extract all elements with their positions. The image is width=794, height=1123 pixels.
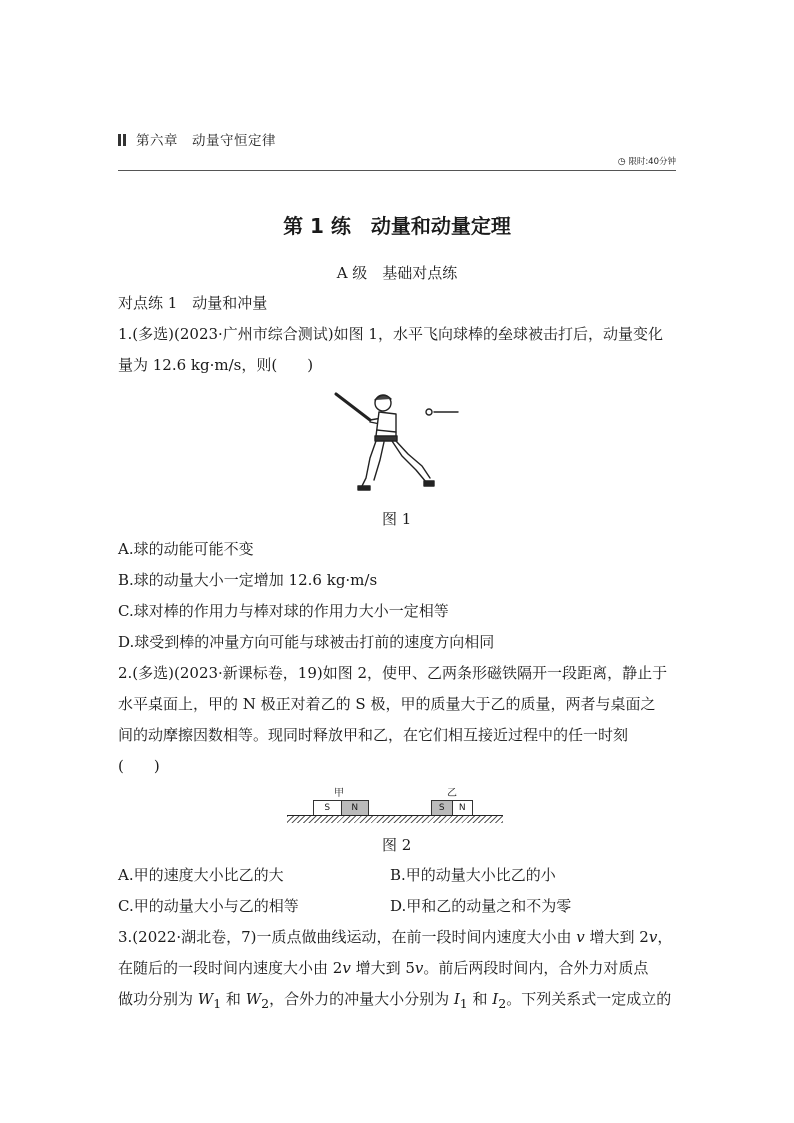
- q1-option-a: A.球的动能可能不变: [118, 540, 254, 558]
- label-yi: 乙: [447, 788, 457, 799]
- label-jia: 甲: [334, 788, 344, 799]
- q1-line-1: 1.(多选)(2023·广州市综合测试)如图 1，水平飞向球棒的垒球被击打后，动量变化: [118, 325, 663, 343]
- q2-line-1: 2.(多选)(2023·新课标卷，19)如图 2，使甲、乙两条形磁铁隔开一段距离，静止于: [118, 664, 668, 682]
- chapter-title: 第六章 动量守恒定律: [136, 133, 276, 149]
- q2-option-c: C.甲的动量大小与乙的相等: [118, 897, 299, 915]
- time-limit-text: 限时:40分钟: [628, 157, 676, 167]
- page-header: [118, 128, 676, 171]
- q3-line-2: 在随后的一段时间内速度大小由 2v 增大到 5v。前后两段时间内，合外力对质点: [118, 959, 649, 977]
- q2-option-d: D.甲和乙的动量之和不为零: [390, 897, 572, 915]
- q1-option-d: D.球受到棒的冲量方向可能与球被击打前的速度方向相同: [118, 633, 495, 651]
- figure-1-batter: [330, 386, 470, 496]
- figure-1-caption: 图 1: [382, 510, 412, 528]
- page-title: 第 1 练 动量和动量定理: [283, 214, 511, 238]
- level-heading: A 级 基础对点练: [336, 264, 458, 282]
- clock-icon: ◷: [617, 157, 626, 167]
- q3-line-1: 3.(2022·湖北卷，7)一质点做曲线运动，在前一段时间内速度大小由 v 增大到 2v，: [118, 928, 673, 946]
- q2-option-b: B.甲的动量大小比乙的小: [390, 866, 556, 884]
- q2-line-2: 水平桌面上，甲的 N 极正对着乙的 S 极，甲的质量大于乙的质量，两者与桌面之: [118, 695, 656, 713]
- magnet-yi-n-pole: N: [452, 801, 473, 815]
- q1-option-b: B.球的动量大小一定增加 12.6 kg·m/s: [118, 571, 378, 589]
- q3-line-3: 做功分别为 $W_1$ 和 $W_2$，合外力的冲量大小分别为 $I_1$ 和 $I_2$。下列关系式一定成立的: [118, 990, 672, 1011]
- magnet-jia: [313, 800, 369, 816]
- figure-2-magnets: [287, 784, 503, 824]
- q2-option-a: A.甲的速度大小比乙的大: [118, 866, 284, 884]
- q2-line-4: ( ): [118, 757, 160, 775]
- header-marker: [118, 134, 121, 146]
- header-marker: [123, 134, 126, 146]
- q1-line-2: 量为 12.6 kg·m/s，则( ): [118, 356, 314, 374]
- section-heading: 对点练 1 动量和冲量: [118, 294, 268, 312]
- table-surface: [287, 815, 503, 823]
- magnet-jia-s-pole: S: [314, 801, 341, 815]
- magnet-jia-n-pole: N: [341, 801, 369, 815]
- q2-line-3: 间的动摩擦因数相等。现同时释放甲和乙，在它们相互接近过程中的任一时刻: [118, 726, 629, 744]
- figure-2-caption: 图 2: [382, 836, 412, 854]
- magnet-yi-s-pole: S: [432, 801, 452, 815]
- magnet-yi: [431, 800, 473, 816]
- q1-option-c: C.球对棒的作用力与棒对球的作用力大小一定相等: [118, 602, 449, 620]
- time-limit: [618, 155, 676, 167]
